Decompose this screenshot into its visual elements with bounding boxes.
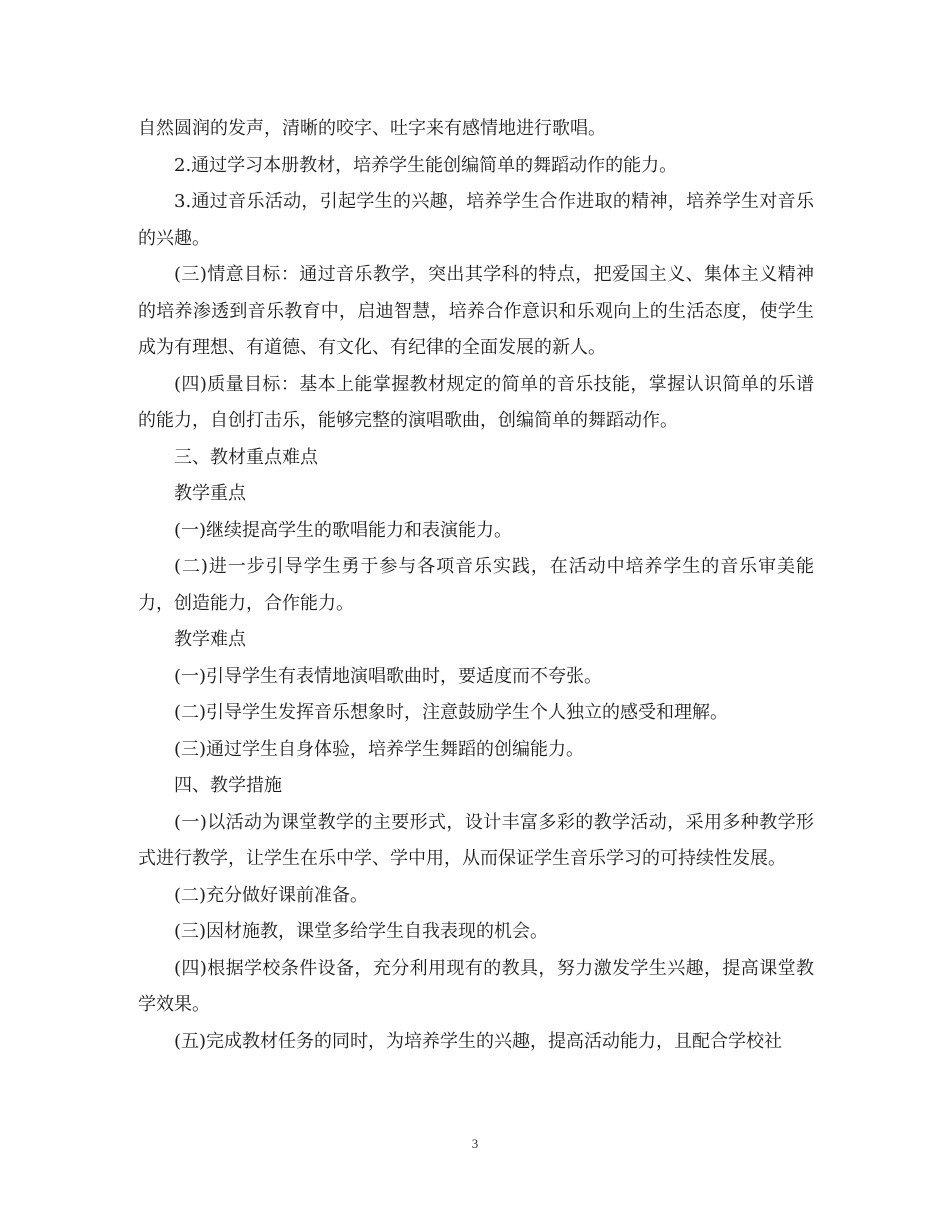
paragraph: (三)情意目标：通过音乐教学，突出其学科的特点，把爱国主义、集体主义精神的培养渗透到音乐教育中，启迪智慧，培养合作意识和乐观向上的生活态度，使学生成为有理想、有道德、有文化、有纪律的全面发展的新人。 bbox=[138, 264, 814, 358]
paragraph: (一)以活动为课堂教学的主要形式，设计丰富多彩的教学活动，采用多种教学形式进行教学，让学生在乐中学、学中用，从而保证学生音乐学习的可持续性发展。 bbox=[138, 811, 814, 869]
paragraph: (一)继续提高学生的歌唱能力和表演能力。 bbox=[174, 519, 513, 541]
paragraph: 2.通过学习本册教材，培养学生能创编简单的舞蹈动作的能力。 bbox=[174, 154, 678, 176]
document-body bbox=[138, 111, 814, 1060]
paragraph: (四)质量目标：基本上能掌握教材规定的简单的音乐技能，掌握认识简单的乐谱的能力，自创打击乐，能够完整的演唱歌曲，创编简单的舞蹈动作。 bbox=[138, 373, 814, 431]
section-heading: 三、教材重点难点 bbox=[174, 446, 318, 468]
paragraph: (三)因材施教，课堂多给学生自我表现的机会。 bbox=[174, 921, 549, 942]
page-number: 3 bbox=[471, 1136, 479, 1151]
paragraph: 自然圆润的发声，清晰的咬字、吐字来有感情地进行歌唱。 bbox=[138, 118, 606, 139]
subsection-heading: 教学难点 bbox=[174, 629, 246, 650]
paragraph: (五)完成教材任务的同时，为培养学生的兴趣，提高活动能力，且配合学校社 bbox=[174, 1030, 783, 1052]
paragraph: (三)通过学生自身体验，培养学生舞蹈的创编能力。 bbox=[174, 738, 585, 760]
paragraph: 3.通过音乐活动，引起学生的兴趣，培养学生合作进取的精神，培养学生对音乐的兴趣。 bbox=[138, 191, 814, 249]
paragraph: (二)充分做好课前准备。 bbox=[174, 884, 369, 906]
paragraph: (四)根据学校条件设备，充分利用现有的教具，努力激发学生兴趣，提高课堂教学效果。 bbox=[138, 957, 814, 1015]
paragraph: (二)引导学生发挥音乐想象时，注意鼓励学生个人独立的感受和理解。 bbox=[174, 702, 729, 723]
subsection-heading: 教学重点 bbox=[174, 483, 246, 504]
paragraph: (一)引导学生有表情地演唱歌曲时，要适度而不夸张。 bbox=[174, 665, 603, 687]
section-heading: 四、教学措施 bbox=[174, 775, 282, 796]
paragraph: (二)进一步引导学生勇于参与各项音乐实践，在活动中培养学生的音乐审美能力，创造能力，合作能力。 bbox=[138, 556, 814, 614]
